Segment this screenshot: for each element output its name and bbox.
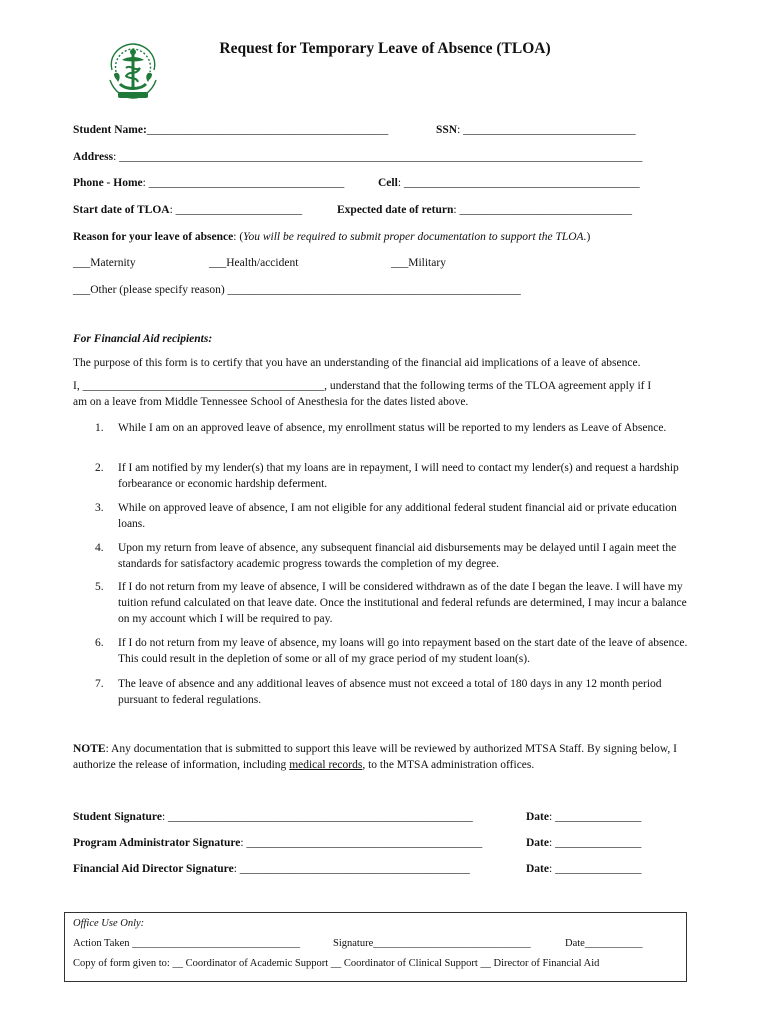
note-label: NOTE [73, 743, 106, 755]
return-date-label: Expected date of return [337, 204, 454, 216]
agreement-line-1: I, __________________________________________, understand that the following terms of the TLOA agreement apply if I [73, 380, 652, 392]
address-field[interactable]: : ___________________________________________________________________________________________ [113, 151, 643, 163]
term-number: 6. [95, 637, 104, 649]
term-number: 5. [95, 581, 104, 593]
start-date-field[interactable]: : ______________________ [169, 204, 303, 216]
phone-row [73, 177, 344, 189]
address-label: Address [73, 151, 114, 163]
term-text: The leave of absence and any additional leaves of absence must not exceed a total of 180 days in any 12 month period pursuant to federal regulations. [118, 678, 662, 706]
date-label: Date [526, 811, 549, 823]
page-title: Request for Temporary Leave of Absence (TLOA) [219, 40, 551, 57]
office-date-field[interactable]: Date___________ [565, 938, 643, 949]
admin-date-row [526, 837, 641, 849]
term-text: If I do not return from my leave of absence, I will be considered withdrawn as of the date I began the leave. I will have my tuition refund calculated on that leave date. Once the institutional and federal refunds are determined, I may incur a balance on my account which I will be required to pay. [118, 581, 687, 625]
student-name-field[interactable]: __________________________________________ [146, 124, 389, 136]
admin-signature-field[interactable]: : _________________________________________ [240, 837, 483, 849]
term-number: 3. [95, 502, 104, 514]
office-use-box [64, 912, 687, 982]
term-number: 4. [95, 542, 104, 554]
ssn-field[interactable]: : ______________________________ [457, 124, 636, 136]
date-field[interactable]: : _______________ [549, 863, 642, 875]
admin-signature-row [73, 837, 482, 849]
start-date-label: Start date of TLOA [73, 204, 170, 216]
cell-label: Cell [378, 177, 398, 189]
date-label: Date [526, 837, 549, 849]
reason-option-maternity[interactable]: ___Maternity [73, 257, 136, 269]
admin-signature-label: Program Administrator Signature [73, 837, 241, 849]
reason-row [73, 231, 590, 243]
term-text: While I am on an approved leave of absence, my enrollment status will be reported to my lenders as Leave of Absence. [118, 422, 667, 434]
cell-field[interactable]: : _________________________________________ [397, 177, 640, 189]
student-signature-label: Student Signature [73, 811, 162, 823]
cell-row [378, 177, 640, 189]
date-label: Date [526, 863, 549, 875]
student-date-row [526, 811, 641, 823]
date-field[interactable]: : _______________ [549, 837, 642, 849]
aid-signature-label: Financial Aid Director Signature [73, 863, 234, 875]
aid-date-row [526, 863, 641, 875]
start-date-row [73, 204, 302, 216]
term-text: If I am notified by my lender(s) that my loans are in repayment, I will need to contact my lender(s) and request a hardship forbearance or economic hardship deferment. [118, 462, 679, 490]
financial-aid-heading: For Financial Aid recipients: [73, 333, 213, 345]
aid-signature-row [73, 863, 470, 875]
office-use-heading: Office Use Only: [73, 918, 145, 929]
term-number: 7. [95, 678, 104, 690]
agreement-line-2: am on a leave from Middle Tennessee School of Anesthesia for the dates listed above. [73, 396, 469, 408]
reason-paren-close: ) [586, 231, 591, 243]
note-text: : Any documentation that is submitted to support this leave will be reviewed by authorized MTSA Staff. By signing below, I authorize the release of information, including [73, 743, 677, 771]
medical-records-link: medical records [289, 759, 363, 771]
phone-field[interactable]: : __________________________________ [142, 177, 345, 189]
date-field[interactable]: : _______________ [549, 811, 642, 823]
reason-label: Reason for your leave of absence [73, 231, 234, 243]
student-signature-field[interactable]: : _____________________________________________________ [161, 811, 473, 823]
student-name-label: Student Name: [73, 124, 147, 136]
reason-option-health[interactable]: ___Health/accident [209, 257, 299, 269]
term-text: If I do not return from my leave of absence, my loans will go into repayment based on the start date of the leave of absence. This could result in the depletion of some or all of my grace period of my student loan(s). [118, 637, 688, 665]
return-date-row [337, 204, 632, 216]
term-text: Upon my return from leave of absence, any subsequent financial aid disbursements may be delayed until I again meet the standards for satisfactory academic progress towards the completion of my degree. [118, 542, 677, 570]
student-signature-row [73, 811, 473, 823]
reason-option-other[interactable]: ___Other (please specify reason) ___________________________________________________ [73, 284, 521, 296]
copy-given-row: Copy of form given to: __ Coordinator of Academic Support __ Coordinator of Clinical Support __ Director of Financial Aid [73, 958, 600, 969]
action-taken-field[interactable]: Action Taken ________________________________ [73, 938, 301, 949]
address-row [73, 151, 642, 163]
office-signature-field[interactable]: Signature______________________________ [333, 938, 531, 949]
ssn-label: SSN [436, 124, 458, 136]
reason-note: You will be required to submit proper documentation to support the TLOA. [243, 231, 587, 243]
financial-aid-purpose: The purpose of this form is to certify that you have an understanding of the financial aid implications of a leave of absence. [73, 357, 641, 369]
return-date-field[interactable]: : ______________________________ [453, 204, 632, 216]
reason-paren-open: : ( [233, 231, 244, 243]
phone-label: Phone - Home [73, 177, 143, 189]
term-number: 2. [95, 462, 104, 474]
reason-option-military[interactable]: ___Military [391, 257, 446, 269]
term-number: 1. [95, 422, 104, 434]
aid-signature-field[interactable]: : ________________________________________ [233, 863, 470, 875]
term-text: While on approved leave of absence, I am not eligible for any additional federal student financial aid or private education loans. [118, 502, 677, 530]
note-paragraph [73, 741, 703, 773]
ssn-row [436, 124, 636, 136]
note-text-end: , to the MTSA administration offices. [362, 759, 535, 771]
student-name-row [73, 124, 388, 136]
